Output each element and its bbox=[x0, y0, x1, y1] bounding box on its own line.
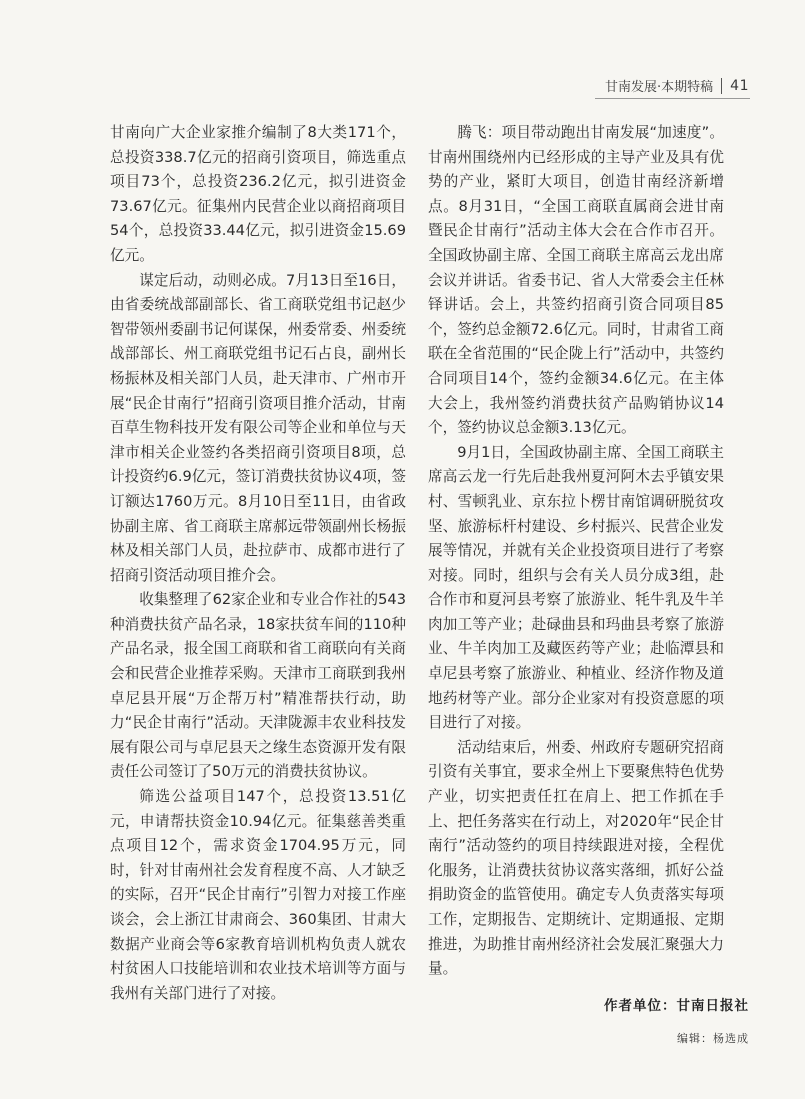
author-affiliation: 作者单位：甘南日报社 bbox=[604, 998, 749, 1014]
section-title: 甘南发展·本期特稿 bbox=[605, 80, 714, 95]
paragraph: 活动结束后，州委、州政府专题研究招商引资有关事宜，要求全州上下要聚焦特色优势产业，切实把责任扛在肩上、把工作抓在手上、把任务落实在行动上，对2020年“民企甘南行”活动签约的项目持续跟进对接，全程优化服务，让消费扶贫协议落实落细，抓好公益捐助资金的监管使用。确定专人负责落实每项工作，定期报告、定期统计、定期通报、定期推进，为助推甘南州经济社会发展汇聚强大力量。 bbox=[428, 738, 724, 978]
paragraph: 9月1日，全国政协副主席、全国工商联主席高云龙一行先后赴我州夏河阿木去乎镇安果村、雪顿乳业、京东拉卜楞甘南馆调研脱贫攻坚、旅游标杆村建设、乡村振兴、民营企业发展等情况，并就有关企业投资项目进行了考察对接。同时，组织与会有关人员分成3组，赴合作市和夏河县考察了旅游业、牦牛乳及牛羊肉加工等产业；赴碌曲县和玛曲县考察了旅游业、牛羊肉加工及藏医药等产业；赴临潭县和卓尼县考察了旅游业、种植业、经济作物及道地药材等产业。部分企业家对有投资意愿的项目进行了对接。 bbox=[428, 443, 724, 732]
editor-credit: 编辑：杨选成 bbox=[677, 1032, 749, 1045]
left-column bbox=[110, 121, 406, 1006]
paragraph: 收集整理了62家企业和专业合作社的543种消费扶贫产品名录，18家扶贫车间的110种产品名录，报全国工商联和省工商联向有关商会和民营企业推荐采购。天津市工商联到我州卓尼县开展“万企帮万村”精准帮扶行动，助力“民企甘南行”活动。天津陇源丰农业科技发展有限公司与卓尼县天之缘生态资源开发有限责任公司签订了50万元的消费扶贫协议。 bbox=[110, 591, 406, 781]
header-divider bbox=[721, 78, 722, 94]
paragraph: 甘南向广大企业家推介编制了8大类171个，总投资338.7亿元的招商引资项目，筛选重点项目73个，总投资236.2亿元，拟引进资金73.67亿元。征集州内民营企业以商招商项目54个，总投资33.44亿元，拟引进资金15.69亿元。 bbox=[110, 124, 406, 264]
paragraph: 筛选公益项目147个，总投资13.51亿元，申请帮扶资金10.94亿元。征集慈善类重点项目12个，需求资金1704.95万元，同时，针对甘南州社会发育程度不高、人才缺乏的实际，召开“民企甘南行”引智力对接工作座谈会，会上浙江甘肃商会、360集团、甘肃大数据产业商会等6家教育培训机构负责人就农村贫困人口技能培训和农业技术培训等方面与我州有关部门进行了对接。 bbox=[110, 788, 406, 1002]
right-column bbox=[428, 121, 724, 982]
page-header bbox=[605, 76, 749, 95]
paragraph: 谋定后动，动则必成。7月13日至16日，由省委统战部副部长、省工商联党组书记赵少智带领州委副书记何谋保，州委常委、州委统战部部长、州工商联党组书记石占良，副州长杨振林及相关部门人员，赴天津市、广州市开展“民企甘南行”招商引资项目推介活动，甘南百草生物科技开发有限公司等企业和单位与天津市相关企业签约各类招商引资项目8项，总计投资约6.9亿元，签订消费扶贫协议4项，签订额达1760万元。8月10日至11日，由省政协副主席、省工商联主席郝远带领副州长杨振林及相关部门人员，赴拉萨市、成都市进行了招商引资活动项目推介会。 bbox=[110, 271, 406, 584]
page-number: 41 bbox=[730, 77, 749, 94]
header-rule bbox=[595, 98, 750, 99]
paragraph: 腾飞：项目带动跑出甘南发展“加速度”。甘南州围绕州内已经形成的主导产业及具有优势的产业，紧盯大项目，创造甘南经济新增点。8月31日，“全国工商联直属商会进甘南暨民企甘南行”活动主体大会在合作市召开。全国政协副主席、全国工商联主席高云龙出席会议并讲话。省委书记、省人大常委会主任林铎讲话。会上，共签约招商引资合同项目85个，签约总金额72.6亿元。同时，甘肃省工商联在全省范围的“民企陇上行”活动中，共签约合同项目14个，签约金额34.6亿元。在主体大会上，我州签约消费扶贫产品购销协议14个，签约协议总金额3.13亿元。 bbox=[428, 124, 724, 437]
